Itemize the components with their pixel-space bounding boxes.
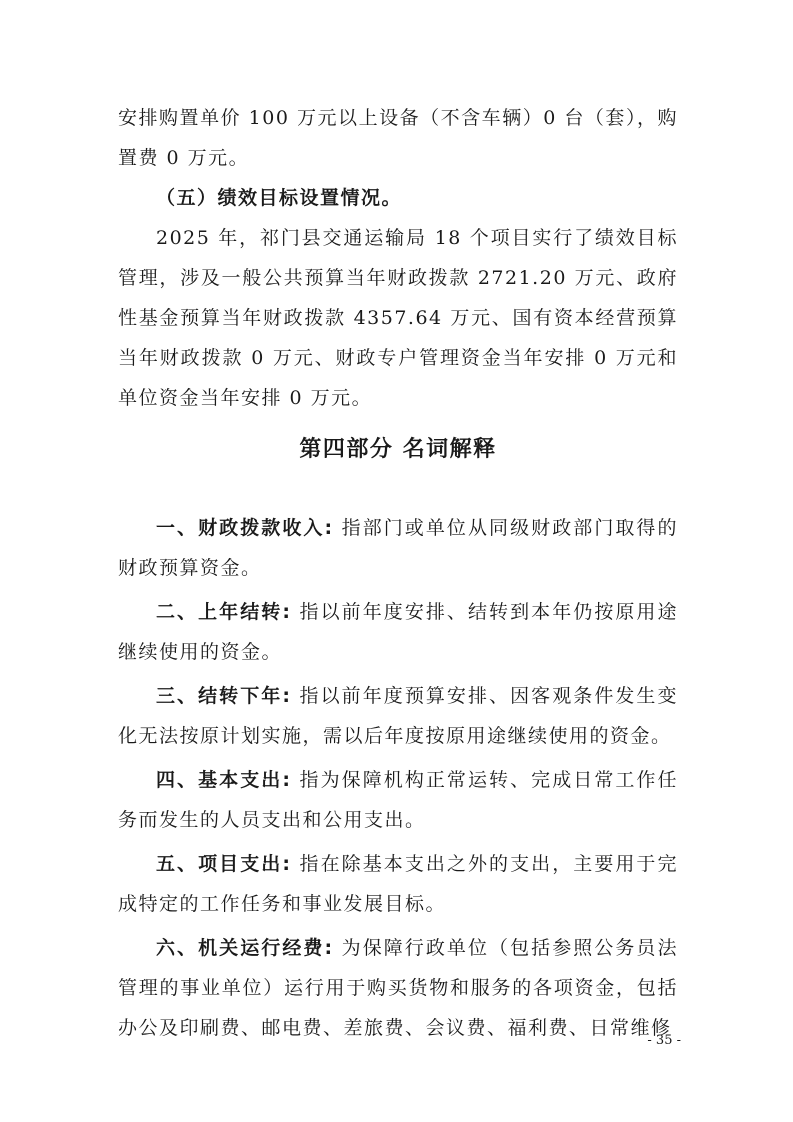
paragraph-performance-targets: 2025 年，祁门县交通运输局 18 个项目实行了绩效目标管理，涉及一般公共预算当年财政拨款 2721.20 万元、政府性基金预算当年财政拨款 4357.64 万元、国有资本经营预算当年财政拨款 0 万元、财政专户管理资金当年安排 0 万元和单位资金当年安排 0 万元。 — [118, 227, 678, 409]
definition-text: 指以前年度安排、结转到本年仍按原用途继续使用的资金。 — [118, 601, 678, 663]
definition-term: 四、基本支出: — [156, 769, 292, 791]
definition-text: 指为保障机构正常运转、完成日常工作任务而发生的人员支出和公用支出。 — [118, 769, 678, 831]
definition-text: 指以前年度预算安排、因客观条件发生变化无法按原计划实施，需以后年度按原用途继续使用的资金。 — [118, 685, 678, 747]
definition-item — [118, 676, 678, 756]
definition-term: 二、上年结转: — [156, 601, 292, 623]
section-title: 第四部分 名词解释 — [299, 437, 497, 462]
page-number: - 35 - — [647, 1033, 681, 1048]
definition-term: 三、结转下年: — [156, 685, 292, 707]
definition-text: 指在除基本支出之外的支出，主要用于完成特定的工作任务和事业发展目标。 — [118, 853, 678, 915]
heading-performance-targets: （五）绩效目标设置情况。 — [156, 187, 403, 209]
definition-item — [118, 760, 678, 840]
definition-term: 一、财政拨款收入: — [156, 517, 334, 539]
definition-item — [118, 592, 678, 672]
definition-item — [118, 928, 678, 1048]
definition-text: 指部门或单位从同级财政部门取得的财政预算资金。 — [118, 517, 678, 579]
definition-text: 为保障行政单位（包括参照公务员法管理的事业单位）运行用于购买货物和服务的各项资金，包括办公及印刷费、邮电费、差旅费、会议费、福利费、日常维修 — [118, 937, 678, 1039]
definition-item — [118, 508, 678, 588]
definition-term: 五、项目支出: — [156, 853, 292, 875]
definitions-list — [118, 508, 678, 1052]
definition-item — [118, 844, 678, 924]
definition-term: 六、机关运行经费: — [156, 937, 334, 959]
paragraph-equipment-purchase: 安排购置单价 100 万元以上设备（不含车辆）0 台（套），购置费 0 万元。 — [118, 107, 678, 169]
